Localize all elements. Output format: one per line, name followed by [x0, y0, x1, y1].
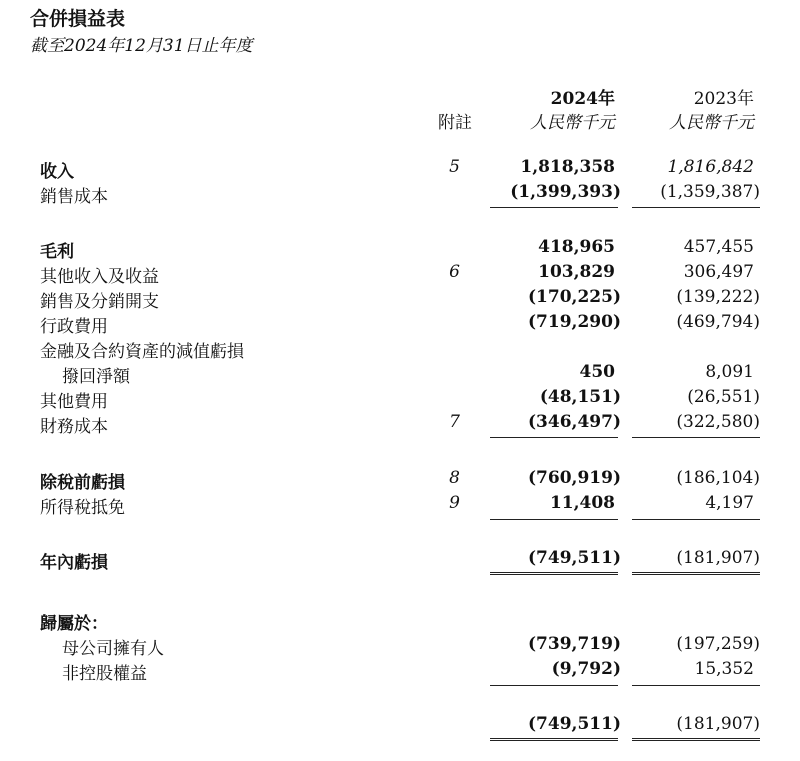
row-other-expenses	[0, 387, 800, 411]
row-revenue	[0, 157, 800, 181]
value-2024: 1,818,358	[520, 157, 615, 177]
value-2024: (1,399,393)	[510, 182, 621, 202]
value-2024: 450	[579, 362, 615, 382]
value-2024: (760,919)	[528, 468, 621, 488]
row-attributable-heading	[0, 609, 800, 633]
header-unit-2024: 人民幣千元	[530, 113, 615, 133]
value-2024: (719,290)	[528, 312, 621, 332]
value-2023: 306,497	[683, 262, 754, 282]
value-2024: (48,151)	[539, 387, 621, 407]
value-2024: 418,965	[538, 237, 615, 257]
subtotal-rule-2024	[490, 685, 618, 686]
header-year-2023: 2023年	[693, 89, 754, 109]
value-2023: 15,352	[694, 659, 754, 679]
value-2023: (26,551)	[687, 387, 760, 407]
value-2023: 1,816,842	[667, 157, 754, 177]
total-double-rule-2023	[632, 572, 760, 578]
value-2023: 8,091	[705, 362, 754, 382]
row-label: 其他費用	[40, 392, 108, 412]
row-label: 金融及合約資產的減值虧損	[40, 342, 244, 362]
row-finance-costs	[0, 412, 800, 436]
value-2023: (322,580)	[676, 412, 760, 432]
value-2023: 457,455	[683, 237, 754, 257]
value-2023: (181,907)	[676, 714, 760, 734]
row-label: 母公司擁有人	[62, 639, 164, 659]
row-total	[0, 714, 800, 738]
value-2023: (1,359,387)	[660, 182, 760, 202]
note-ref: 5	[449, 157, 460, 177]
subtotal-rule-2024	[490, 519, 618, 520]
row-label: 非控股權益	[62, 664, 147, 684]
row-label: 其他收入及收益	[40, 267, 159, 287]
subtotal-rule-2023	[632, 437, 760, 438]
header-unit-2023: 人民幣千元	[669, 113, 754, 133]
value-2023: 4,197	[705, 493, 754, 513]
row-selling-expenses	[0, 287, 800, 311]
row-impairment-net	[0, 362, 800, 386]
total-double-rule-2023	[632, 738, 760, 744]
value-2024: (9,792)	[551, 659, 621, 679]
value-2024: (749,511)	[528, 548, 621, 568]
row-gross-profit	[0, 237, 800, 261]
row-label: 歸屬於：	[40, 614, 108, 634]
row-non-controlling	[0, 659, 800, 683]
row-label: 年內虧損	[40, 553, 108, 573]
value-2024: (739,719)	[528, 634, 621, 654]
note-ref: 9	[449, 493, 460, 513]
row-admin-expenses	[0, 312, 800, 336]
page-subtitle: 截至2024年12月31日止年度	[30, 36, 253, 56]
value-2023: (181,907)	[676, 548, 760, 568]
row-loss-for-year	[0, 548, 800, 572]
note-ref: 7	[449, 412, 460, 432]
header-notes: 附註	[438, 113, 472, 133]
row-cost-of-sales	[0, 182, 800, 206]
subtotal-rule-2023	[632, 519, 760, 520]
header-year-2024: 2024年	[550, 89, 615, 109]
subtotal-rule-2023	[632, 685, 760, 686]
row-label: 所得稅抵免	[40, 498, 125, 518]
page-title: 合併損益表	[30, 8, 126, 30]
row-label: 收入	[40, 162, 74, 182]
row-other-income	[0, 262, 800, 286]
total-double-rule-2024	[490, 738, 618, 744]
value-2024: 103,829	[538, 262, 615, 282]
row-label: 除稅前虧損	[40, 473, 125, 493]
row-impairment-heading	[0, 337, 800, 361]
note-ref: 6	[449, 262, 460, 282]
value-2023: (197,259)	[676, 634, 760, 654]
note-ref: 8	[449, 468, 460, 488]
value-2024: (346,497)	[528, 412, 621, 432]
value-2024: 11,408	[549, 493, 615, 513]
row-income-tax	[0, 493, 800, 517]
row-label: 撥回淨額	[62, 367, 130, 387]
row-loss-before-tax	[0, 468, 800, 492]
row-label: 銷售成本	[40, 187, 108, 207]
subtotal-rule-2024	[490, 207, 618, 208]
value-2024: (749,511)	[528, 714, 621, 734]
row-label: 銷售及分銷開支	[40, 292, 159, 312]
total-double-rule-2024	[490, 572, 618, 578]
value-2023: (139,222)	[676, 287, 760, 307]
value-2023: (186,104)	[676, 468, 760, 488]
subtotal-rule-2023	[632, 207, 760, 208]
row-owners-of-parent	[0, 634, 800, 658]
value-2024: (170,225)	[528, 287, 621, 307]
subtotal-rule-2024	[490, 437, 618, 438]
row-label: 財務成本	[40, 417, 108, 437]
value-2023: (469,794)	[676, 312, 760, 332]
row-label: 毛利	[40, 242, 74, 262]
row-label: 行政費用	[40, 317, 108, 337]
